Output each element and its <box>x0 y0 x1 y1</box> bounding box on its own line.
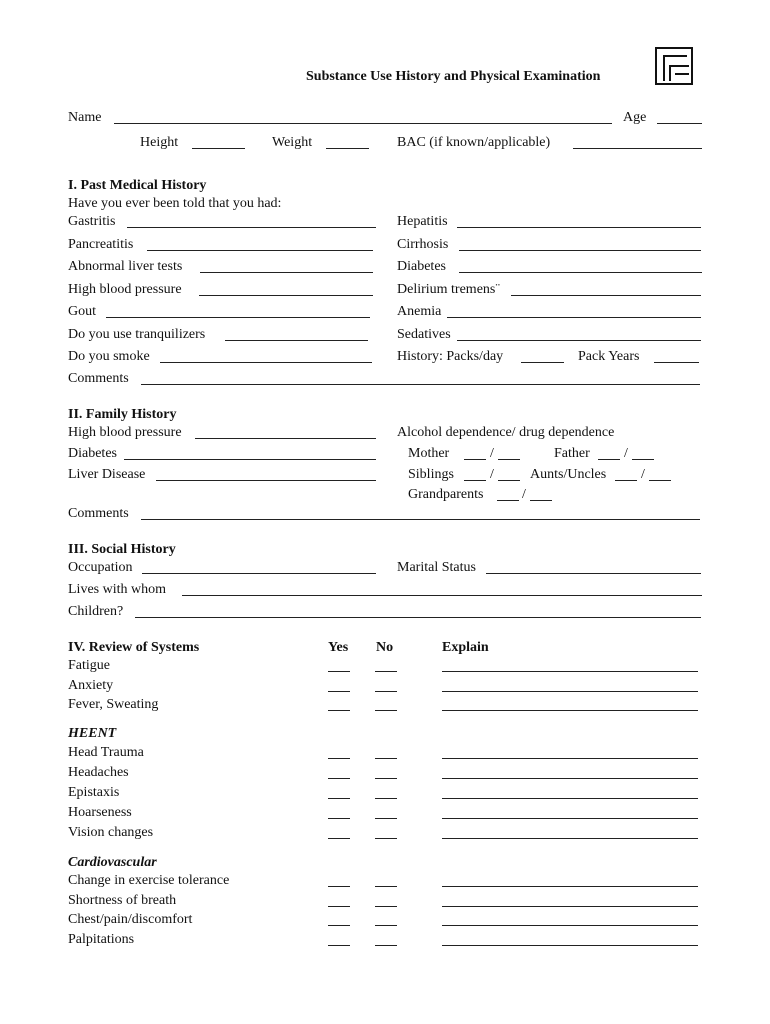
fh-left-field[interactable] <box>156 480 376 481</box>
ros-no-field[interactable] <box>375 710 397 711</box>
pmh-left-item: Gastritis <box>68 214 116 229</box>
ros-no-field[interactable] <box>375 818 397 819</box>
pmh-left-item: Do you smoke <box>68 349 150 364</box>
ros-yes-field[interactable] <box>328 818 350 819</box>
slash: / <box>490 467 494 482</box>
ros-yes-field[interactable] <box>328 925 350 926</box>
smoking-history-label: History: Packs/day <box>397 349 504 364</box>
ros-explain-field[interactable] <box>442 886 698 887</box>
alcohol-dependence-label: Alcohol dependence/ drug dependence <box>397 425 615 440</box>
ros-item: Head Trauma <box>68 745 144 760</box>
fh-left-field[interactable] <box>195 438 376 439</box>
age-label: Age <box>623 110 647 125</box>
ros-explain-field[interactable] <box>442 778 698 779</box>
ros-no-field[interactable] <box>375 671 397 672</box>
yes-column-header: Yes <box>328 640 349 655</box>
past-medical-intro: Have you ever been told that you had: <box>68 196 282 211</box>
age-field[interactable] <box>657 123 702 124</box>
fh-comments-field[interactable] <box>141 519 700 520</box>
pmh-right-item: Hepatitis <box>397 214 448 229</box>
pack-years-field[interactable] <box>654 362 699 363</box>
slash: / <box>490 446 494 461</box>
slash: / <box>641 467 645 482</box>
ros-no-field[interactable] <box>375 798 397 799</box>
ros-explain-field[interactable] <box>442 671 698 672</box>
bac-field[interactable] <box>573 148 702 149</box>
occupation-label: Occupation <box>68 560 133 575</box>
form-logo-icon <box>655 47 693 85</box>
ros-item: Vision changes <box>68 825 154 840</box>
pmh-right-field[interactable] <box>511 295 701 296</box>
explain-column-header: Explain <box>442 640 489 655</box>
fh-left-item: High blood pressure <box>68 425 182 440</box>
ros-yes-field[interactable] <box>328 758 350 759</box>
ros-item: Shortness of breath <box>68 893 177 908</box>
ros-yes-field[interactable] <box>328 798 350 799</box>
ros-explain-field[interactable] <box>442 710 698 711</box>
ros-item: Chest/pain/discomfort <box>68 912 193 927</box>
ros-item: Fatigue <box>68 658 110 673</box>
mother-drug-field[interactable] <box>498 459 520 460</box>
pmh-left-field[interactable] <box>200 272 373 273</box>
ros-no-field[interactable] <box>375 691 397 692</box>
ros-item: Fever, Sweating <box>68 697 159 712</box>
packs-per-day-field[interactable] <box>521 362 564 363</box>
pmh-right-item: Cirrhosis <box>397 237 449 252</box>
pmh-right-item: Anemia <box>397 304 442 319</box>
cardiovascular-heading: Cardiovascular <box>68 855 157 870</box>
father-alcohol-field[interactable] <box>598 459 620 460</box>
pmh-left-item: Do you use tranquilizers <box>68 327 206 342</box>
ros-explain-field[interactable] <box>442 945 698 946</box>
pmh-left-field[interactable] <box>225 340 368 341</box>
name-field[interactable] <box>114 123 612 124</box>
slash: / <box>522 487 526 502</box>
ros-yes-field[interactable] <box>328 778 350 779</box>
pmh-right-field[interactable] <box>459 250 701 251</box>
ros-item: Epistaxis <box>68 785 120 800</box>
ros-explain-field[interactable] <box>442 691 698 692</box>
ros-yes-field[interactable] <box>328 906 350 907</box>
pmh-left-item: High blood pressure <box>68 282 182 297</box>
past-medical-heading: I. Past Medical History <box>68 178 207 193</box>
ros-explain-field[interactable] <box>442 838 698 839</box>
height-label: Height <box>140 135 179 150</box>
ros-item: Hoarseness <box>68 805 132 820</box>
ros-explain-field[interactable] <box>442 798 698 799</box>
ros-explain-field[interactable] <box>442 758 698 759</box>
ros-no-field[interactable] <box>375 886 397 887</box>
ros-no-field[interactable] <box>375 838 397 839</box>
ros-no-field[interactable] <box>375 945 397 946</box>
ros-yes-field[interactable] <box>328 671 350 672</box>
pmh-left-item: Abnormal liver tests <box>68 259 183 274</box>
ros-yes-field[interactable] <box>328 710 350 711</box>
pmh-comments-field[interactable] <box>141 384 700 385</box>
ros-no-field[interactable] <box>375 925 397 926</box>
ros-explain-field[interactable] <box>442 818 698 819</box>
name-label: Name <box>68 110 102 125</box>
lives-with-label: Lives with whom <box>68 582 166 597</box>
pmh-right-field[interactable] <box>459 272 702 273</box>
pmh-left-item: Pancreatitis <box>68 237 134 252</box>
heent-heading: HEENT <box>68 726 117 741</box>
children-label: Children? <box>68 604 124 619</box>
page-title: Substance Use History and Physical Examination <box>306 69 601 84</box>
ros-yes-field[interactable] <box>328 691 350 692</box>
aunts-alcohol-field[interactable] <box>615 480 637 481</box>
occupation-field[interactable] <box>142 573 376 574</box>
mother-label: Mother <box>408 446 450 461</box>
fh-left-field[interactable] <box>124 459 376 460</box>
height-field[interactable] <box>192 148 245 149</box>
pmh-right-item: Sedatives <box>397 327 451 342</box>
mother-alcohol-field[interactable] <box>464 459 486 460</box>
ros-item: Headaches <box>68 765 129 780</box>
pmh-left-field[interactable] <box>106 317 370 318</box>
pmh-right-item: Delirium tremens¨ <box>397 282 501 297</box>
siblings-label: Siblings <box>408 467 454 482</box>
ros-no-field[interactable] <box>375 906 397 907</box>
siblings-alcohol-field[interactable] <box>464 480 486 481</box>
pmh-left-field[interactable] <box>160 362 372 363</box>
siblings-drug-field[interactable] <box>498 480 520 481</box>
pmh-right-item: Diabetes <box>397 259 446 274</box>
ros-no-field[interactable] <box>375 778 397 779</box>
pmh-right-field[interactable] <box>457 227 701 228</box>
fh-comments-label: Comments <box>68 506 129 521</box>
weight-label: Weight <box>272 135 313 150</box>
grandparents-label: Grandparents <box>408 487 484 502</box>
grandparents-alcohol-field[interactable] <box>497 500 519 501</box>
weight-field[interactable] <box>326 148 369 149</box>
aunts-uncles-label: Aunts/Uncles <box>530 467 607 482</box>
family-history-heading: II. Family History <box>68 407 177 422</box>
grandparents-drug-field[interactable] <box>530 500 552 501</box>
pmh-left-item: Gout <box>68 304 96 319</box>
ros-yes-field[interactable] <box>328 838 350 839</box>
ros-item: Change in exercise tolerance <box>68 873 230 888</box>
children-field[interactable] <box>135 617 701 618</box>
no-column-header: No <box>376 640 394 655</box>
pmh-left-field[interactable] <box>127 227 376 228</box>
ros-item: Anxiety <box>68 678 114 693</box>
pmh-left-field[interactable] <box>147 250 373 251</box>
marital-status-field[interactable] <box>486 573 701 574</box>
marital-status-label: Marital Status <box>397 560 476 575</box>
pack-years-label: Pack Years <box>578 349 640 364</box>
pmh-right-field[interactable] <box>457 340 701 341</box>
pmh-left-field[interactable] <box>199 295 373 296</box>
ros-explain-field[interactable] <box>442 906 698 907</box>
bac-label: BAC (if known/applicable) <box>397 135 551 150</box>
father-label: Father <box>554 446 590 461</box>
father-drug-field[interactable] <box>632 459 654 460</box>
ros-yes-field[interactable] <box>328 886 350 887</box>
ros-no-field[interactable] <box>375 758 397 759</box>
slash: / <box>624 446 628 461</box>
aunts-drug-field[interactable] <box>649 480 671 481</box>
fh-left-item: Diabetes <box>68 446 117 461</box>
ros-item: Palpitations <box>68 932 135 947</box>
review-systems-heading: IV. Review of Systems <box>68 640 200 655</box>
social-history-heading: III. Social History <box>68 542 176 557</box>
pmh-right-field[interactable] <box>447 317 701 318</box>
ros-yes-field[interactable] <box>328 945 350 946</box>
lives-with-field[interactable] <box>182 595 702 596</box>
fh-left-item: Liver Disease <box>68 467 146 482</box>
pmh-comments-label: Comments <box>68 371 129 386</box>
ros-explain-field[interactable] <box>442 925 698 926</box>
